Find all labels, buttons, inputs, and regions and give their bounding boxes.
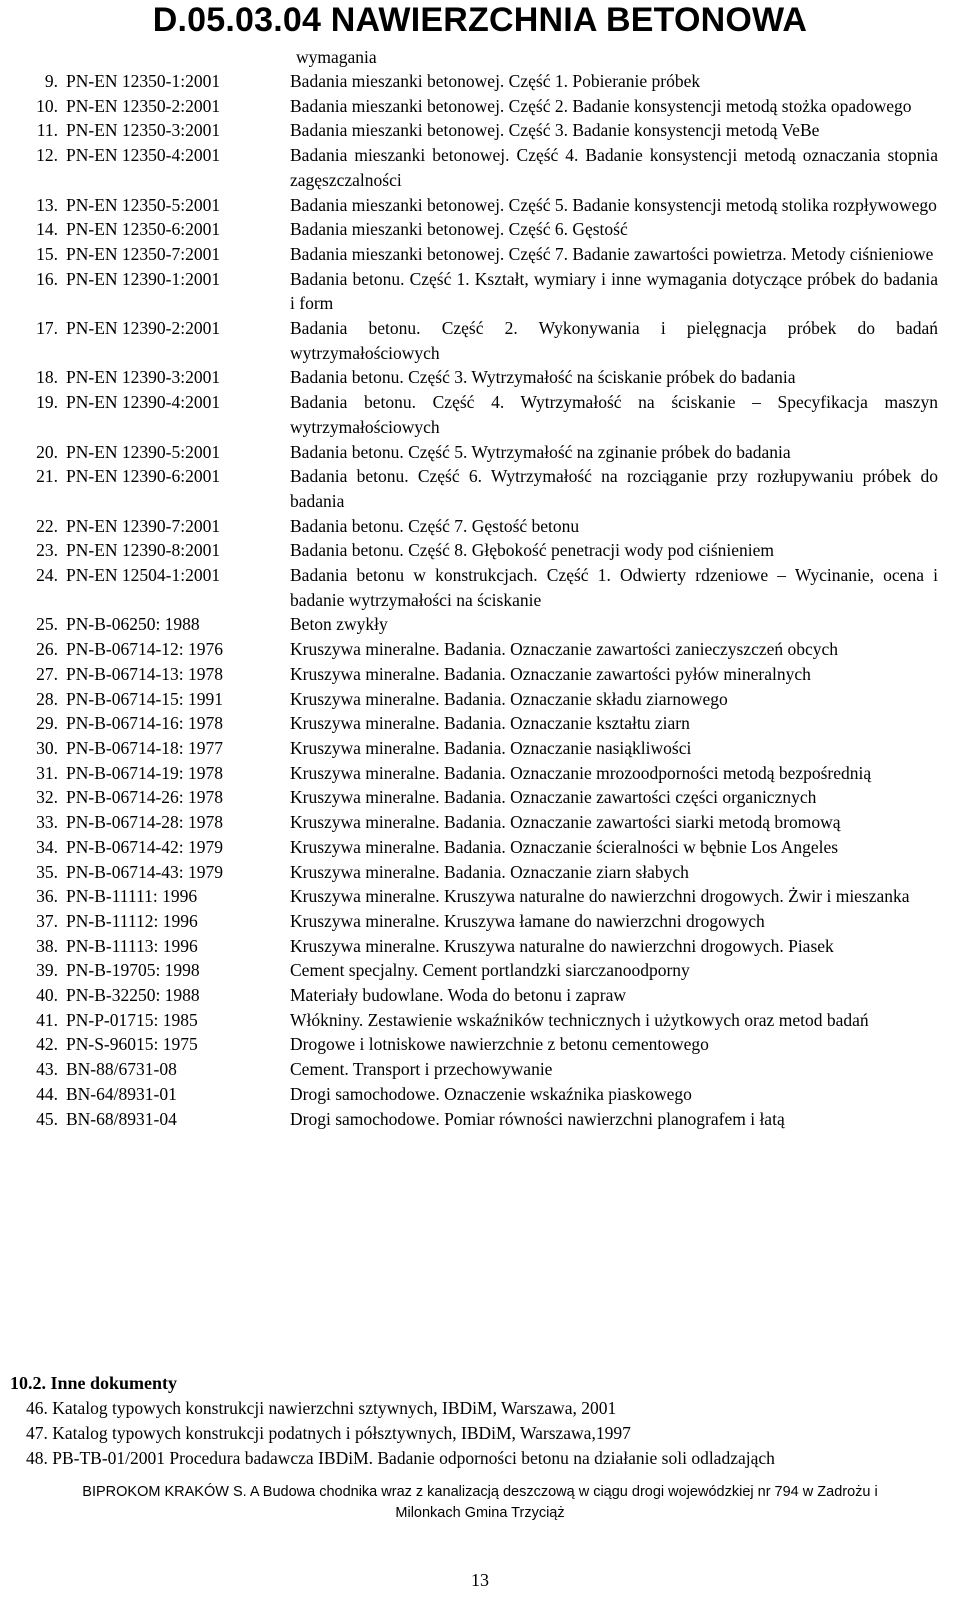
standard-code: PN-EN 12390-5:2001	[66, 441, 221, 462]
standard-description: Drogowe i lotniskowe nawierzchnie z betonu cementowego	[290, 1034, 709, 1055]
standard-description: Kruszywa mineralne. Kruszywa łamane do nawierzchni drogowych	[290, 910, 765, 931]
standard-description: Kruszywa mineralne. Badania. Oznaczanie zawartości części organicznych	[290, 787, 817, 808]
standard-row	[0, 860, 960, 885]
standard-description: Badania mieszanki betonowej. Część 3. Badanie konsystencji metodą VeBe	[290, 120, 820, 141]
standard-number: 28.	[36, 688, 58, 709]
standard-description: Kruszywa mineralne. Kruszywa naturalne do nawierzchni drogowych. Piasek	[290, 935, 834, 956]
standard-description: Badania betonu. Część 1. Kształt, wymiary i inne wymagania dotyczące próbek do badania i form	[290, 268, 938, 314]
standard-number: 9.	[44, 71, 58, 91]
standard-code: PN-EN 12350-5:2001	[66, 194, 221, 215]
standard-code: PN-B-06250: 1988	[66, 614, 200, 635]
standard-description: Kruszywa mineralne. Badania. Oznaczanie ścieralności w bębnie Los Angeles	[290, 836, 839, 857]
standard-row	[0, 440, 960, 465]
standard-row	[0, 118, 960, 143]
standard-number: 35.	[36, 861, 58, 882]
standard-description: Badania betonu w konstrukcjach. Część 1. Odwierty rdzeniowe – Wycinanie, ocena i badanie wytrzymałości na ściskanie	[290, 565, 938, 610]
standard-number: 20.	[36, 441, 58, 462]
standard-row	[0, 267, 960, 316]
header-title: D.05.03.04 NAWIERZCHNIA BETONOWA	[152, 1, 808, 39]
standard-description: Badania mieszanki betonowej. Część 6. Gęstość	[290, 219, 628, 240]
other-document-item: 46. Katalog typowych konstrukcji nawierzchni sztywnych, IBDiM, Warszawa, 2001	[26, 1398, 617, 1418]
standard-row	[0, 143, 960, 192]
standard-description: Badania betonu. Część 4. Wytrzymałość na ściskanie – Specyfikacja maszyn wytrzymałościowych	[290, 392, 938, 437]
standard-row	[0, 365, 960, 390]
standard-number: 32.	[36, 787, 58, 808]
standard-number: 24.	[36, 565, 58, 586]
standard-number: 16.	[36, 268, 58, 289]
standard-row	[0, 1032, 960, 1057]
standard-number: 36.	[36, 886, 58, 907]
document-header	[0, 0, 960, 40]
standard-row	[0, 1082, 960, 1107]
standard-number: 29.	[36, 713, 58, 734]
standard-description: Drogi samochodowe. Pomiar równości nawierzchni planografem i łatą	[290, 1108, 785, 1129]
standard-row	[0, 983, 960, 1008]
standard-number: 11.	[36, 120, 58, 141]
standard-code: BN-88/6731-08	[66, 1059, 177, 1080]
standard-number: 44.	[36, 1083, 58, 1104]
standard-number: 31.	[36, 762, 58, 783]
standard-row	[0, 958, 960, 983]
standard-code: PN-S-96015: 1975	[66, 1034, 198, 1055]
standard-row	[0, 1107, 960, 1132]
standard-row	[0, 1008, 960, 1033]
standard-row	[0, 761, 960, 786]
standard-number: 18.	[36, 367, 58, 388]
continuation-text: wymagania	[296, 47, 377, 67]
standard-description: Badania betonu. Część 5. Wytrzymałość na zginanie próbek do badania	[290, 441, 791, 462]
standard-description: Badania mieszanki betonowej. Część 5. Badanie konsystencji metodą stolika rozpływowego	[290, 194, 937, 215]
standard-number: 40.	[36, 985, 58, 1006]
standard-description: Kruszywa mineralne. Badania. Oznaczanie kształtu ziarn	[290, 713, 690, 734]
page-number: 13	[471, 1570, 489, 1590]
standard-row	[0, 69, 960, 94]
footer-line-2: Milonkach Gmina Trzyciąż	[395, 1505, 565, 1521]
standard-code: PN-EN 12350-2:2001	[66, 95, 221, 116]
standard-code: PN-B-06714-12: 1976	[66, 639, 224, 660]
standard-description: Cement specjalny. Cement portlandzki siarczanoodporny	[290, 960, 690, 981]
standard-description: Drogi samochodowe. Oznaczenie wskaźnika piaskowego	[290, 1083, 692, 1104]
standard-code: PN-EN 12390-7:2001	[66, 515, 221, 536]
standard-code: BN-68/8931-04	[66, 1108, 177, 1129]
standard-row	[0, 193, 960, 218]
standard-row	[0, 242, 960, 267]
standard-description: Włókniny. Zestawienie wskaźników technicznych i użytkowych oraz metod badań	[290, 1009, 869, 1030]
standard-code: PN-EN 12350-7:2001	[66, 243, 221, 264]
standard-row	[0, 785, 960, 810]
standard-description: Kruszywa mineralne. Badania. Oznaczanie zawartości siarki metodą bromową	[290, 812, 841, 833]
standard-description: Kruszywa mineralne. Badania. Oznaczanie zawartości pyłów mineralnych	[290, 663, 811, 684]
standard-number: 43.	[36, 1059, 58, 1080]
standard-number: 30.	[36, 737, 58, 758]
standard-code: PN-B-06714-19: 1978	[66, 762, 224, 783]
standard-number: 38.	[36, 935, 58, 956]
standard-code: BN-64/8931-01	[66, 1083, 177, 1104]
standards-list	[0, 69, 960, 1131]
standard-description: Kruszywa mineralne. Badania. Oznaczanie nasiąkliwości	[290, 737, 692, 758]
standard-row	[0, 316, 960, 365]
standard-row	[0, 909, 960, 934]
other-document-item: 47. Katalog typowych konstrukcji podatnych i półsztywnych, IBDiM, Warszawa,1997	[26, 1423, 631, 1443]
standard-row	[0, 835, 960, 860]
standard-code: PN-B-06714-18: 1977	[66, 737, 224, 758]
standard-code: PN-B-06714-13: 1978	[66, 663, 224, 684]
standard-number: 34.	[36, 836, 58, 857]
standard-description: Badania mieszanki betonowej. Część 2. Badanie konsystencji metodą stożka opadowego	[290, 95, 912, 116]
standard-row	[0, 514, 960, 539]
standard-row	[0, 1057, 960, 1082]
standard-row	[0, 612, 960, 637]
other-documents-list	[26, 1396, 775, 1471]
standard-number: 10.	[36, 95, 58, 116]
standard-code: PN-B-11111: 1996	[66, 886, 198, 907]
standard-row	[0, 217, 960, 242]
standard-code: PN-EN 12390-8:2001	[66, 540, 221, 561]
standard-description: Cement. Transport i przechowywanie	[290, 1059, 553, 1080]
standard-description: Badania betonu. Część 2. Wykonywania i pielęgnacja próbek do badań wytrzymałościowych	[290, 318, 938, 363]
standard-code: PN-EN 12390-2:2001	[66, 318, 221, 339]
standard-code: PN-EN 12350-6:2001	[66, 219, 221, 240]
standard-code: PN-EN 12350-3:2001	[66, 120, 221, 141]
standard-number: 23.	[36, 540, 58, 561]
standard-description: Badania betonu. Część 7. Gęstość betonu	[290, 515, 580, 536]
standard-code: PN-B-32250: 1988	[66, 985, 200, 1006]
standard-row	[0, 390, 960, 439]
standard-code: PN-EN 12390-1:2001	[66, 268, 221, 289]
standard-number: 22.	[36, 515, 58, 536]
standard-code: PN-B-06714-16: 1978	[66, 713, 224, 734]
section-heading: 10.2. Inne dokumenty	[10, 1373, 178, 1393]
standard-code: PN-B-06714-42: 1979	[66, 836, 224, 857]
standard-code: PN-EN 12390-4:2001	[66, 392, 221, 413]
standard-description: Materiały budowlane. Woda do betonu i zapraw	[290, 985, 627, 1006]
standard-number: 42.	[36, 1034, 58, 1055]
standard-number: 25.	[36, 614, 58, 635]
standard-code: PN-B-06714-28: 1978	[66, 812, 224, 833]
standard-code: PN-EN 12350-1:2001	[66, 71, 221, 91]
standard-row	[0, 662, 960, 687]
standard-description: Badania mieszanki betonowej. Część 7. Badanie zawartości powietrza. Metody ciśnieniowe	[290, 243, 934, 264]
standard-row	[0, 538, 960, 563]
standard-row	[0, 884, 960, 909]
standard-row	[0, 687, 960, 712]
standard-number: 15.	[36, 243, 58, 264]
standard-row	[0, 464, 960, 513]
standard-description: Kruszywa mineralne. Badania. Oznaczanie ziarn słabych	[290, 861, 689, 882]
standard-number: 13.	[36, 194, 58, 215]
standard-row	[0, 563, 960, 612]
standard-number: 33.	[36, 812, 58, 833]
standard-number: 41.	[36, 1009, 58, 1030]
standard-code: PN-B-06714-43: 1979	[66, 861, 224, 882]
standard-description: Kruszywa mineralne. Badania. Oznaczanie zawartości zanieczyszczeń obcych	[290, 639, 839, 660]
standard-code: PN-B-19705: 1998	[66, 960, 200, 981]
standard-description: Kruszywa mineralne. Badania. Oznaczanie mrozoodporności metodą bezpośrednią	[290, 762, 872, 783]
standard-row	[0, 711, 960, 736]
standard-number: 27.	[36, 663, 58, 684]
standard-description: Badania betonu. Część 8. Głębokość penetracji wody pod ciśnieniem	[290, 540, 775, 561]
standard-number: 26.	[36, 639, 58, 660]
standard-number: 19.	[36, 392, 58, 413]
standard-row	[0, 810, 960, 835]
standard-code: PN-B-06714-15: 1991	[66, 688, 224, 709]
standard-description: Beton zwykły	[290, 614, 388, 635]
standard-number: 17.	[36, 318, 58, 339]
standard-code: PN-EN 12504-1:2001	[66, 565, 221, 586]
standard-code: PN-P-01715: 1985	[66, 1009, 198, 1030]
standard-number: 21.	[36, 466, 58, 487]
standard-row	[0, 736, 960, 761]
standard-number: 14.	[36, 219, 58, 240]
page-footer	[0, 1482, 960, 1524]
standard-row	[0, 94, 960, 119]
standard-code: PN-B-06714-26: 1978	[66, 787, 224, 808]
standard-number: 39.	[36, 960, 58, 981]
standard-description: Badania betonu. Część 6. Wytrzymałość na rozciąganie przy rozłupywaniu próbek do badania	[290, 466, 938, 511]
standard-row	[0, 637, 960, 662]
standard-code: PN-EN 12390-3:2001	[66, 367, 221, 388]
standard-description: Badania mieszanki betonowej. Część 4. Badanie konsystencji metodą oznaczania stopnia zagęszczalności	[290, 145, 938, 190]
standard-code: PN-EN 12390-6:2001	[66, 466, 221, 487]
standard-description: Kruszywa mineralne. Badania. Oznaczanie składu ziarnowego	[290, 688, 728, 709]
standard-number: 45.	[36, 1108, 58, 1129]
standard-code: PN-EN 12350-4:2001	[66, 145, 221, 166]
standard-row	[0, 934, 960, 959]
standard-description: Kruszywa mineralne. Kruszywa naturalne do nawierzchni drogowych. Żwir i mieszanka	[290, 886, 910, 907]
standard-code: PN-B-11112: 1996	[66, 910, 198, 931]
standard-description: Badania betonu. Część 3. Wytrzymałość na ściskanie próbek do badania	[290, 367, 796, 388]
standard-number: 12.	[36, 145, 58, 166]
other-document-item: 48. PB-TB-01/2001 Procedura badawcza IBDiM. Badanie odporności betonu na działanie soli odladzająch	[26, 1448, 775, 1468]
standard-description: Badania mieszanki betonowej. Część 1. Pobieranie próbek	[290, 71, 701, 91]
standard-code: PN-B-11113: 1996	[66, 935, 198, 956]
footer-line-1: BIPROKOM KRAKÓW S. A Budowa chodnika wraz z kanalizacją deszczową w ciągu drogi wojewódzkiej nr 794 w Zadrożu i	[82, 1484, 878, 1500]
standard-number: 37.	[36, 910, 58, 931]
